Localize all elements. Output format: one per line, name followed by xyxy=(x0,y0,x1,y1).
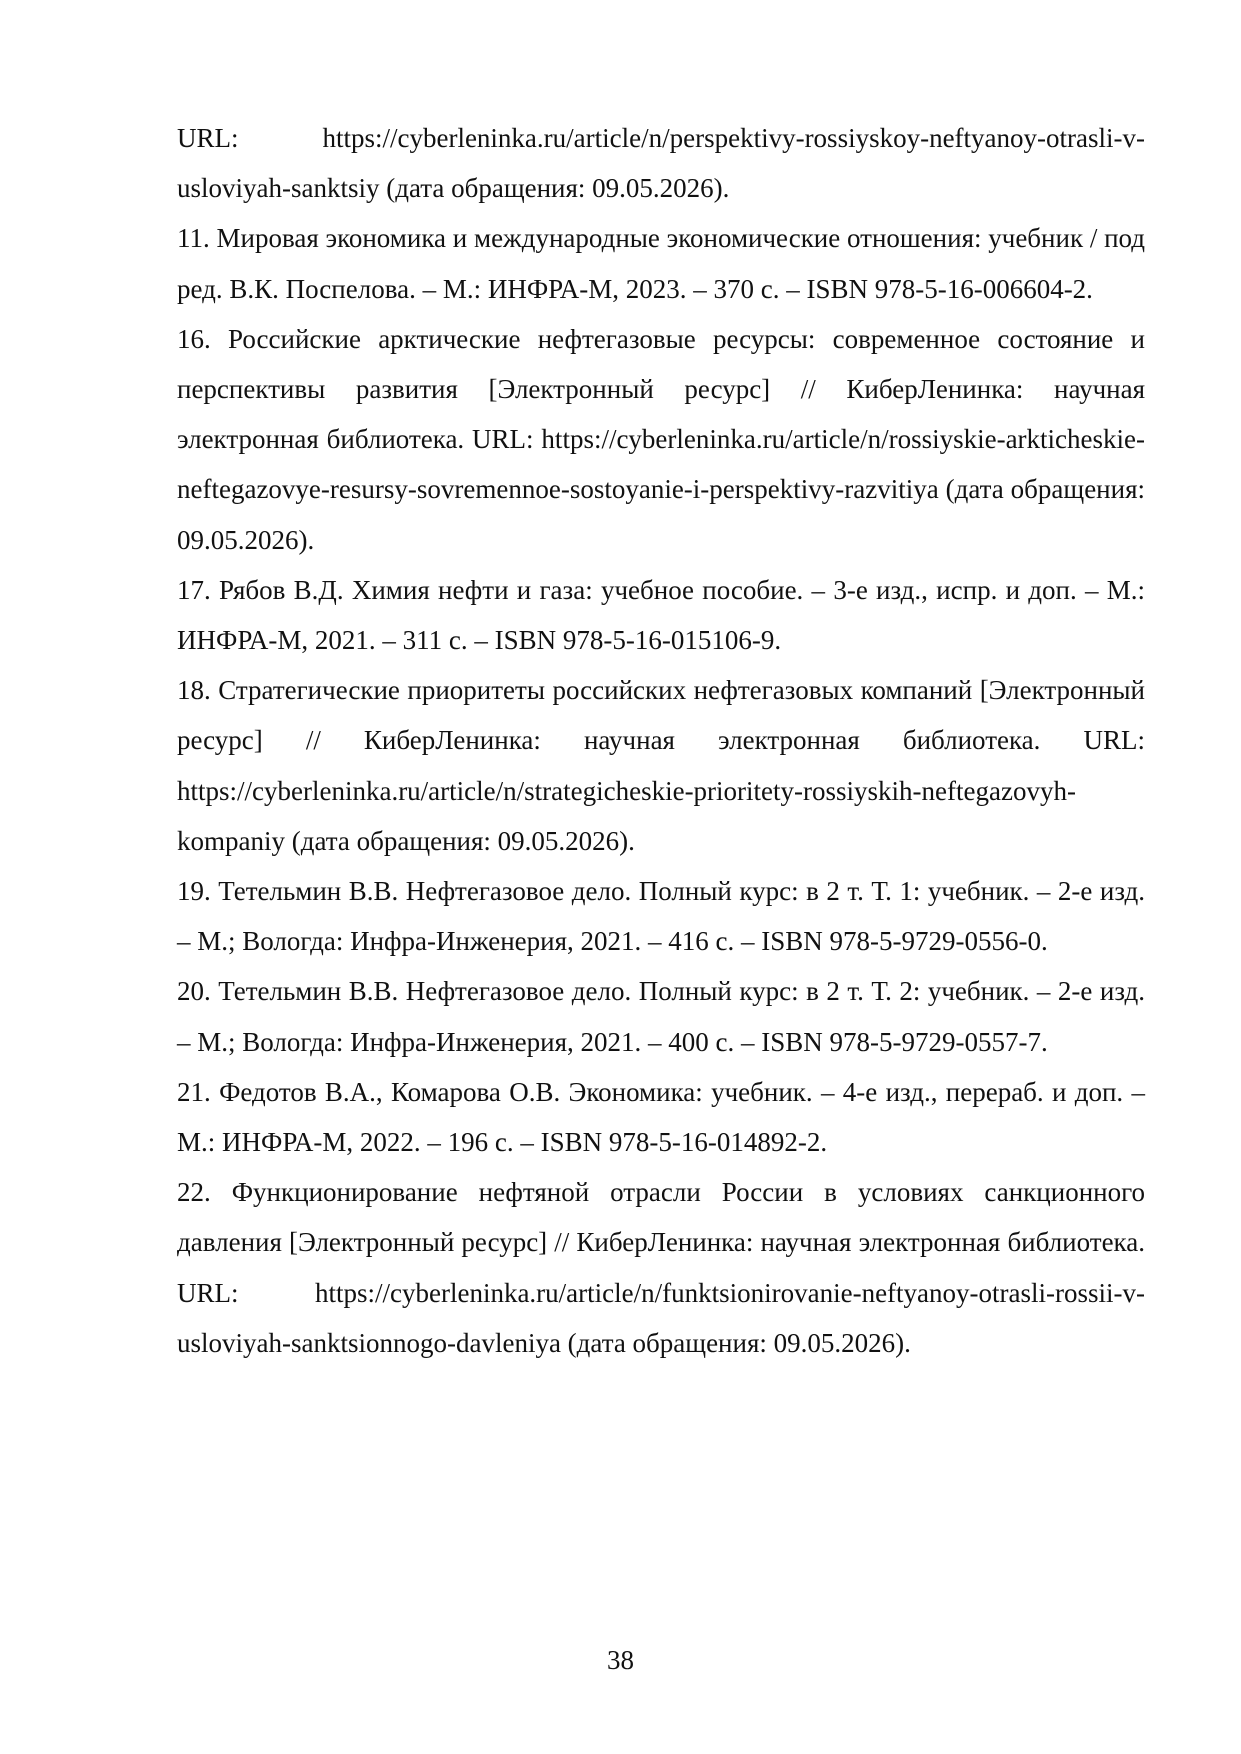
bibliography-entry-22: 22. Функционирование нефтяной отрасли России в условиях санкционного давления [Электронный ресурс] // КиберЛенинка: научная электронная библиотека. URL: https://cyberleninka.ru/article/n/funktsionirovanie-neftyanoy-otrasli-rossii-v-usloviyah-sanktsionnogo-davleniya (дата обращения: 09.05.2026). xyxy=(177,1177,1145,1358)
bibliography-entry-19: 19. Тетельмин В.В. Нефтегазовое дело. Полный курс: в 2 т. Т. 1: учебник. – 2-е изд. – М.; Вологда: Инфра-Инженерия, 2021. – 416 с. – ISBN 978-5-9729-0556-0. xyxy=(177,876,1145,957)
page-number: 38 xyxy=(607,1645,634,1675)
bibliography-entry-11: 11. Мировая экономика и международные экономические отношения: учебник / под ред. В.К. Поспелова. – М.: ИНФРА-М, 2023. – 370 с. – ISBN 978-5-16-006604-2. xyxy=(177,223,1145,304)
bibliography-entry-18: 18. Стратегические приоритеты российских нефтегазовых компаний [Электронный ресурс] // КиберЛенинка: научная электронная библиотека. URL: https://cyberleninka.ru/article/n/strategicheskie-prioritety-rossiyskih-neftegazovyh-kompaniy (дата обращения: 09.05.2026). xyxy=(177,675,1145,856)
bibliography-entry-16: 16. Российские арктические нефтегазовые ресурсы: современное состояние и перспективы развития [Электронный ресурс] // КиберЛенинка: научная электронная библиотека. URL: https://cyberleninka.ru/article/n/rossiyskie-arkticheskie-neftegazovye-resursy-sovremennoe-sostoyanie-i-perspektivy-razvitiya (дата обращения: 09.05.2026). xyxy=(177,323,1145,555)
bibliography-entry-continued: URL: https://cyberleninka.ru/article/n/perspektivy-rossiyskoy-neftyanoy-otrasli-v-usloviyah-sanktsiy (дата обращения: 09.05.2026). xyxy=(177,123,1145,204)
bibliography-entry-21: 21. Федотов В.А., Комарова О.В. Экономика: учебник. – 4-е изд., перераб. и доп. – М.: ИНФРА-М, 2022. – 196 с. – ISBN 978-5-16-014892-2. xyxy=(177,1076,1145,1158)
bibliography-entry-17: 17. Рябов В.Д. Химия нефти и газа: учебное пособие. – 3-е изд., испр. и доп. – М.: ИНФРА-М, 2021. – 311 с. – ISBN 978-5-16-015106-9. xyxy=(177,574,1145,656)
bibliography-entry-20: 20. Тетельмин В.В. Нефтегазовое дело. Полный курс: в 2 т. Т. 2: учебник. – 2-е изд. – М.; Вологда: Инфра-Инженерия, 2021. – 400 с. – ISBN 978-5-9729-0557-7. xyxy=(177,976,1145,1057)
bibliography-list xyxy=(177,113,1145,1368)
